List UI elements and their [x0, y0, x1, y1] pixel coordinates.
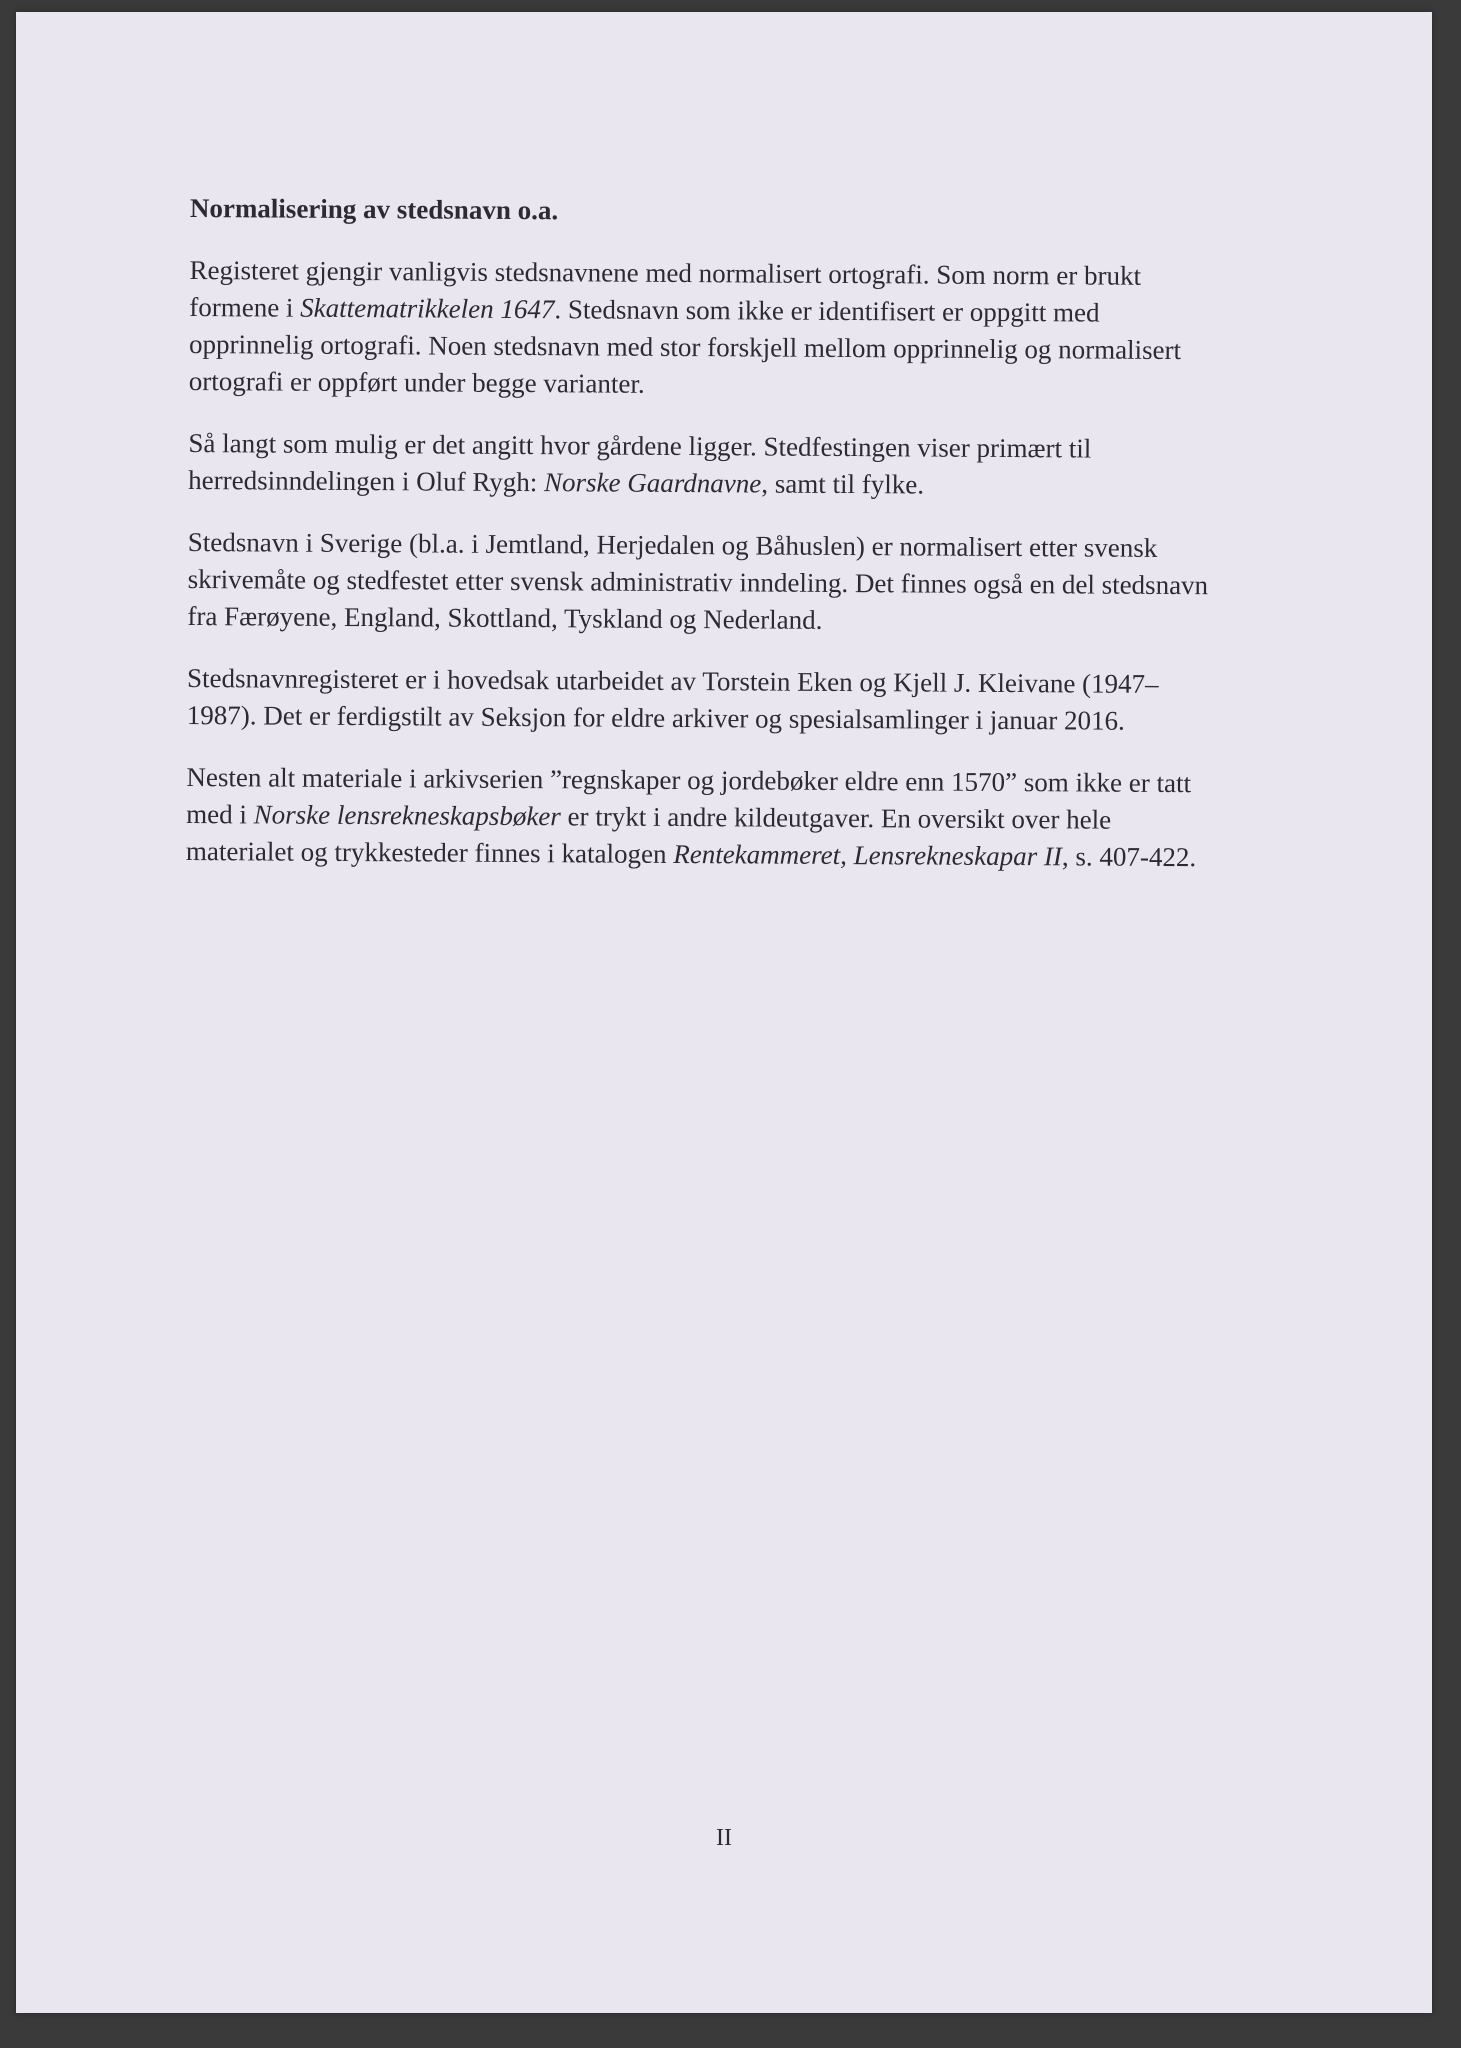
text-line: formene i Skattematrikkelen 1647. Stedsnavn som ikke er identifisert er oppgitt med: [189, 291, 1100, 328]
text-line: herredsinndelingen i Oluf Rygh: Norske Gaardnavne, samt til fylke.: [188, 464, 925, 500]
italic-title: Norske lensrekneskapsbøker: [253, 799, 561, 832]
page-number: II: [716, 1825, 732, 1851]
text-line: skrivemåte og stedfestet etter svensk administrativ inndeling. Det finnes også en del stedsnavn: [187, 563, 1209, 601]
text-line: Nesten alt materiale i arkivserien ”regnskaper og jordebøker eldre enn 1570” som ikke er tatt: [186, 761, 1192, 799]
paragraph: [188, 425, 1308, 506]
text-line: materialet og trykkesteder finnes i katalogen Rentekammeret, Lensrekneskapar II, s. 407-422.: [185, 835, 1197, 873]
italic-title: Skattematrikkelen 1647: [300, 292, 555, 325]
document-page: [16, 12, 1432, 2013]
paragraph: [186, 759, 1307, 877]
text-line: med i Norske lensrekneskapsbøker er trykt i andre kildeutgaver. En oversikt over hele: [186, 798, 1112, 835]
paragraph: [189, 252, 1310, 407]
section-heading: Normalisering av stedsnavn o.a.: [189, 192, 559, 226]
page-content: [186, 190, 1310, 902]
paragraph: [187, 524, 1308, 642]
text-line: opprinnelig ortografi. Noen stedsnavn med stor forskjell mellom opprinnelig og normalisert: [188, 328, 1182, 366]
text-line: Stedsnavnregisteret er i hovedsak utarbeidet av Torstein Eken og Kjell J. Kleivane (1947–: [186, 662, 1159, 699]
paragraphs: [186, 252, 1310, 877]
text-line: fra Færøyene, England, Skottland, Tyskland og Nederland.: [187, 600, 823, 635]
text-line: Stedsnavn i Sverige (bl.a. i Jemtland, Herjedalen og Båhuslen) er normalisert etter svensk: [187, 526, 1158, 563]
paragraph: [187, 660, 1307, 741]
text-line: Registeret gjengir vanligvis stedsnavnene med normalisert ortografi. Som norm er brukt: [189, 254, 1142, 291]
italic-title: Rentekammeret, Lensrekneskapar II: [673, 838, 1062, 872]
text-line: 1987). Det er ferdigstilt av Seksjon for eldre arkiver og spesialsamlinger i januar 2016.: [186, 699, 1125, 736]
text-line: Så langt som mulig er det angitt hvor gårdene ligger. Stedfestingen viser primært til: [188, 427, 1092, 464]
text-line: ortografi er oppført under begge varianter.: [188, 365, 645, 399]
italic-title: Norske Gaardnavne: [543, 467, 762, 499]
